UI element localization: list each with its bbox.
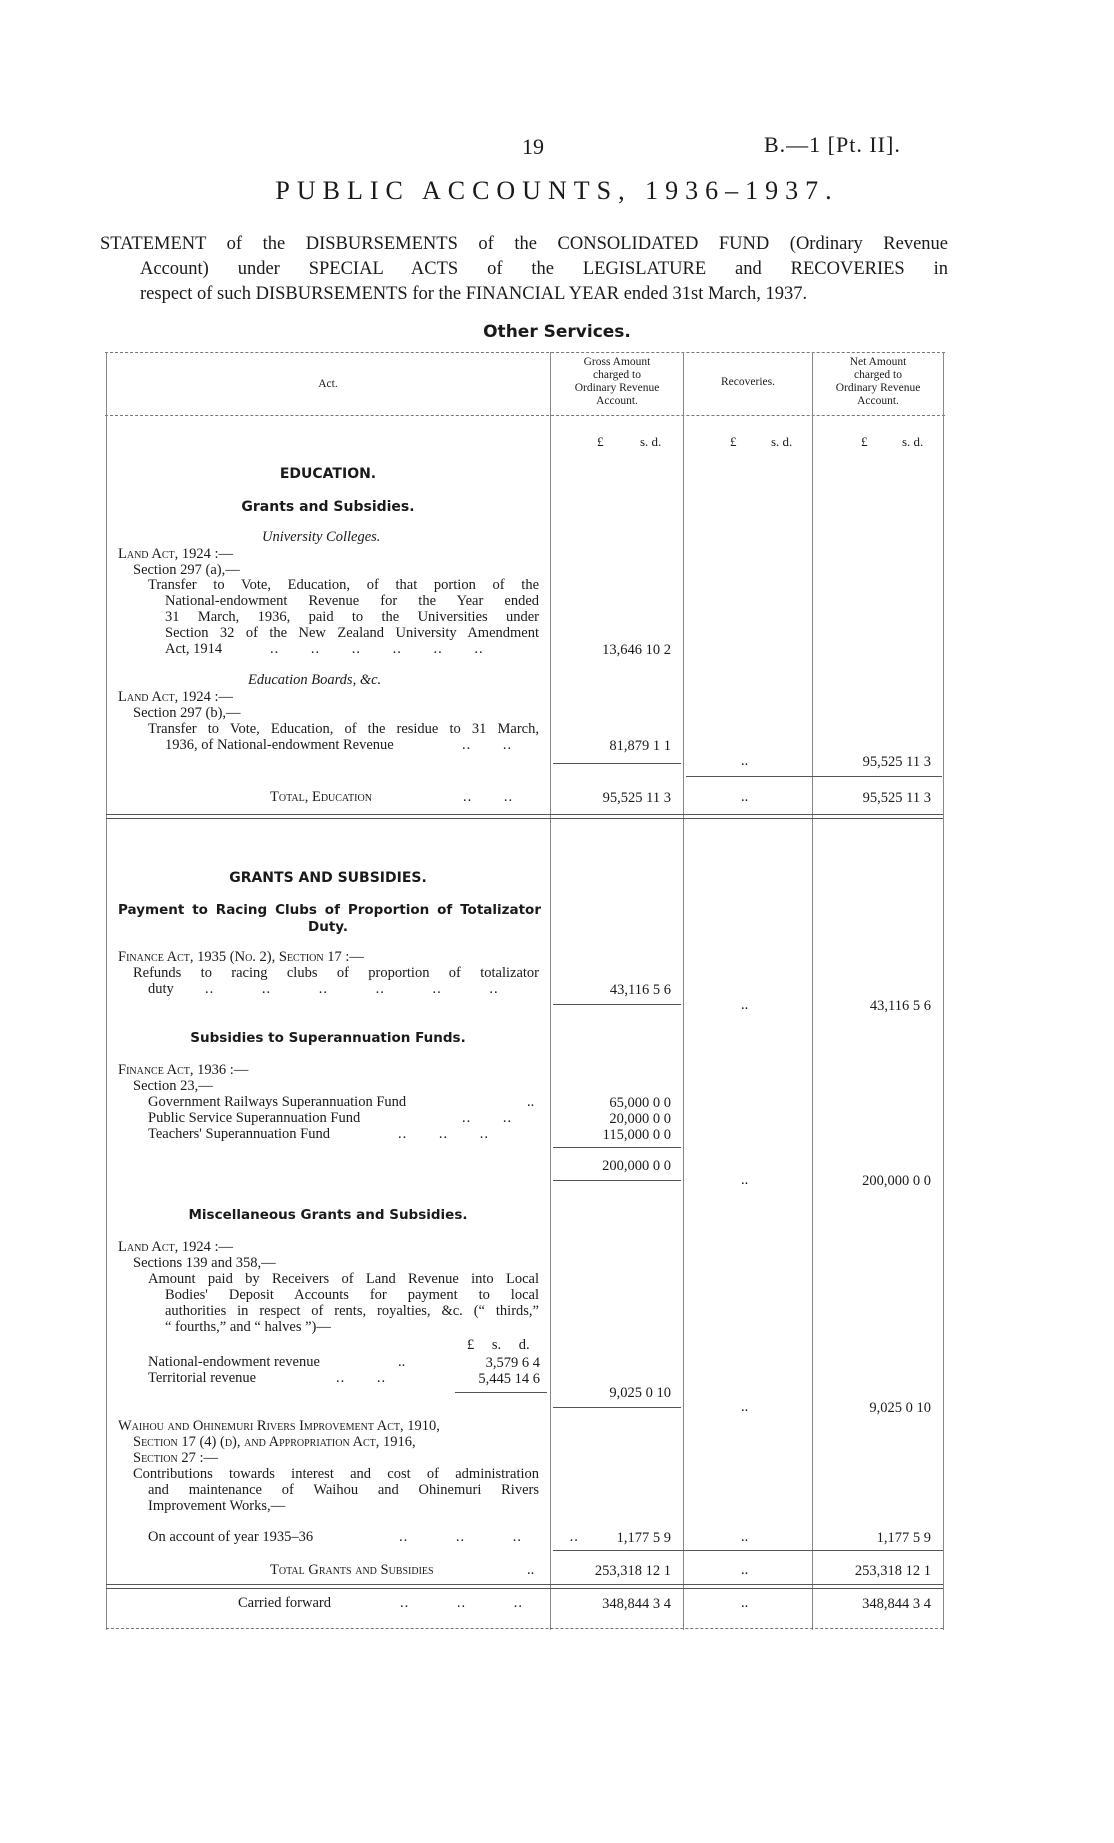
racing-heading-2: Duty. [308, 919, 348, 935]
boards-desc-last: 1936, of National-endowment Revenue [165, 737, 394, 753]
superannuation-gross: 200,000 0 0 [602, 1158, 671, 1174]
racing-act: Finance Act, 1935 (No. 2), Section 17 :— [118, 949, 364, 965]
misc-gross: 9,025 0 10 [609, 1385, 671, 1401]
statement-line-3: respect of such DISBURSEMENTS for the FINANCIAL YEAR ended 31st March, 1937. [140, 284, 808, 304]
gross-header-line-3: Ordinary Revenue [574, 382, 660, 394]
table-bottom-rule [106, 1628, 943, 1629]
section-subtitle: Other Services. [483, 322, 631, 342]
racing-rule [553, 1004, 681, 1005]
university-desc-3: 31 March, 1936, paid to the Universities under [165, 609, 539, 625]
university-act: Land Act, 1924 :— [118, 546, 234, 562]
university-gross: 13,646 10 2 [602, 642, 671, 658]
university-desc-2: National-endowment Revenue for the Year ended [165, 593, 539, 609]
column-header-net [813, 356, 943, 408]
education-total-net: 95,525 11 3 [862, 790, 931, 806]
superannuation-item-leaders-1: .. [527, 1094, 535, 1110]
misc-desc-last: “ fourths,” and “ halves ”)— [165, 1319, 331, 1335]
education-sum-rule [553, 763, 681, 764]
university-desc-1: Transfer to Vote, Education, of that portion of the [148, 577, 539, 593]
superannuation-item-amount-2: 20,000 0 0 [609, 1111, 671, 1127]
superannuation-heading: Subsidies to Superannuation Funds. [190, 1030, 466, 1046]
superannuation-act: Finance Act, 1936 :— [118, 1062, 249, 1078]
misc-net: 9,025 0 10 [869, 1400, 931, 1416]
boards-section: Section 297 (b),— [133, 705, 241, 721]
grants-total-rule [106, 1584, 943, 1585]
boards-act: Land Act, 1924 :— [118, 689, 234, 705]
boards-desc: Transfer to Vote, Education, of the residue to 31 March, [148, 721, 539, 737]
misc-heading: Miscellaneous Grants and Subsidies. [188, 1207, 468, 1223]
racing-leaders: .. .. .. .. .. .. [205, 981, 499, 997]
superannuation-item-label-2: Public Service Superannuation Fund [148, 1110, 361, 1126]
education-total-label: Total, Education [270, 789, 372, 805]
column-divider-0 [106, 352, 107, 1630]
education-total-leaders: .. .. [463, 789, 514, 805]
education-heading: EDUCATION. [279, 466, 377, 482]
misc-item-amount-2: 5,445 14 6 [478, 1371, 540, 1387]
statement-line-1: STATEMENT of the DISBURSEMENTS of the CONSOLIDATED FUND (Ordinary Revenue [100, 234, 948, 254]
gross-header-line-4: Account. [596, 395, 638, 407]
waihou-leaders: .. .. .. .. [399, 1529, 579, 1545]
net-header-line-4: Account. [857, 395, 899, 407]
waihou-desc-1: Contributions towards interest and cost of administration [133, 1466, 539, 1482]
recoveries-unit-pound: £ [730, 434, 737, 449]
racing-net: 43,116 5 6 [869, 998, 931, 1014]
carried-forward-net: 348,844 3 4 [862, 1596, 931, 1612]
waihou-net: 1,177 5 9 [876, 1530, 931, 1546]
misc-item-amount-1: 3,579 6 4 [485, 1355, 540, 1371]
superannuation-section: Section 23,— [133, 1078, 213, 1094]
misc-items-rule [455, 1392, 547, 1393]
column-header-gross [551, 356, 683, 408]
racing-desc: Refunds to racing clubs of proportion of totalizator [133, 965, 539, 981]
misc-item-label-1: National-endowment revenue [148, 1354, 320, 1370]
superannuation-item-label-1: Government Railways Superannuation Fund [148, 1094, 407, 1110]
education-total-recoveries: .. [741, 789, 749, 805]
net-header-line-1: Net Amount [849, 356, 907, 368]
document-reference: B.—1 [Pt. II]. [764, 132, 901, 157]
misc-act: Land Act, 1924 :— [118, 1239, 234, 1255]
waihou-item-label: On account of year 1935–36 [148, 1529, 314, 1545]
waihou-rule [553, 1550, 943, 1551]
column-divider-3 [812, 352, 813, 1630]
superannuation-item-leaders-2: .. .. [462, 1110, 513, 1126]
grants-total-gross: 253,318 12 1 [594, 1563, 671, 1579]
superannuation-item-amount-3: 115,000 0 0 [602, 1127, 671, 1143]
education-sum-rule-right [686, 776, 942, 777]
misc-section: Sections 139 and 358,— [133, 1255, 276, 1271]
misc-rule [553, 1407, 681, 1408]
gross-header-line-2: charged to [592, 369, 641, 381]
education-boards-label: Education Boards, &c. [248, 672, 382, 688]
waihou-gross: 1,177 5 9 [616, 1530, 671, 1546]
misc-desc-3: authorities in respect of rents, royalties, &c. (“ thirds,” [165, 1303, 539, 1319]
superannuation-net: 200,000 0 0 [862, 1173, 931, 1189]
grants-heading: GRANTS AND SUBSIDIES. [229, 870, 427, 886]
university-desc-last: Act, 1914 [165, 641, 223, 657]
superannuation-sum-rule [553, 1147, 681, 1148]
university-colleges-label: University Colleges. [262, 529, 381, 545]
university-section: Section 297 (a),— [133, 562, 240, 578]
misc-recoveries: .. [741, 1399, 749, 1415]
carried-forward-recoveries: .. [741, 1595, 749, 1611]
racing-recoveries: .. [741, 997, 749, 1013]
superannuation-item-leaders-3: .. .. .. [398, 1126, 489, 1142]
education-total-rule [106, 814, 943, 815]
statement-heading [100, 232, 948, 307]
grants-total-rule-2 [106, 1588, 943, 1589]
superannuation-item-amount-1: 65,000 0 0 [609, 1095, 671, 1111]
superannuation-recoveries: .. [741, 1172, 749, 1188]
boards-leaders: .. .. [462, 737, 513, 753]
racing-desc-last: duty [148, 981, 174, 997]
grants-total-leaders: .. [527, 1562, 535, 1578]
university-leaders: .. .. .. .. .. .. [270, 641, 484, 657]
superannuation-rule [553, 1180, 681, 1181]
boards-gross: 81,879 1 1 [609, 738, 671, 754]
net-unit-pound: £ [861, 434, 868, 449]
boards-net: 95,525 11 3 [862, 754, 931, 770]
grants-total-label: Total Grants and Subsidies [270, 1562, 434, 1578]
misc-item-label-2: Territorial revenue [148, 1370, 257, 1386]
waihou-desc-last: Improvement Works,— [148, 1498, 286, 1514]
racing-gross: 43,116 5 6 [609, 982, 671, 998]
column-divider-2 [683, 352, 684, 1630]
carried-forward-gross: 348,844 3 4 [602, 1596, 671, 1612]
education-total-rule-2 [106, 818, 943, 819]
gross-header-line-1: Gross Amount [583, 356, 651, 368]
column-header-act: Act. [318, 378, 338, 390]
waihou-recoveries: .. [741, 1529, 749, 1545]
page-number: 19 [522, 134, 544, 159]
waihou-act-1: Waihou and Ohinemuri Rivers Improvement Act, 1910, [118, 1418, 440, 1434]
column-header-recoveries: Recoveries. [721, 376, 775, 388]
page-title: PUBLIC ACCOUNTS, 1936–1937. [275, 176, 839, 205]
carried-forward-label: Carried forward [238, 1595, 331, 1611]
education-subheading: Grants and Subsidies. [241, 499, 415, 515]
boards-recoveries: .. [741, 753, 749, 769]
waihou-act-3: Section 27 :— [133, 1450, 219, 1466]
gross-unit-sd: s. d. [640, 434, 662, 449]
statement-line-2: Account) under SPECIAL ACTS of the LEGISLATURE and RECOVERIES in [140, 259, 948, 279]
column-divider-4 [943, 352, 944, 1630]
misc-desc-2: Bodies' Deposit Accounts for payment to local [165, 1287, 539, 1303]
education-total-gross: 95,525 11 3 [602, 790, 671, 806]
table-top-rule [105, 352, 945, 353]
recoveries-unit-sd: s. d. [771, 434, 793, 449]
carried-forward-leaders: .. .. .. [400, 1595, 523, 1611]
misc-item-leaders-1: .. [398, 1354, 406, 1370]
header-bottom-rule [105, 415, 945, 416]
superannuation-item-label-3: Teachers' Superannuation Fund [148, 1126, 330, 1142]
gross-unit-pound: £ [597, 434, 604, 449]
net-unit-sd: s. d. [902, 434, 924, 449]
net-header-line-3: Ordinary Revenue [835, 382, 921, 394]
grants-total-net: 253,318 12 1 [854, 1563, 931, 1579]
racing-heading-1: Payment to Racing Clubs of Proportion of Totalizator [118, 902, 541, 918]
misc-units: £ s. d. [467, 1337, 530, 1353]
university-desc-4: Section 32 of the New Zealand University Amendment [165, 625, 539, 641]
grants-total-recoveries: .. [741, 1562, 749, 1578]
misc-item-leaders-2: .. .. [336, 1370, 387, 1386]
waihou-act-2: Section 17 (4) (d), and Appropriation Act, 1916, [133, 1434, 416, 1450]
waihou-desc-2: and maintenance of Waihou and Ohinemuri Rivers [148, 1482, 539, 1498]
net-header-line-2: charged to [853, 369, 902, 381]
misc-desc-1: Amount paid by Receivers of Land Revenue into Local [148, 1271, 539, 1287]
